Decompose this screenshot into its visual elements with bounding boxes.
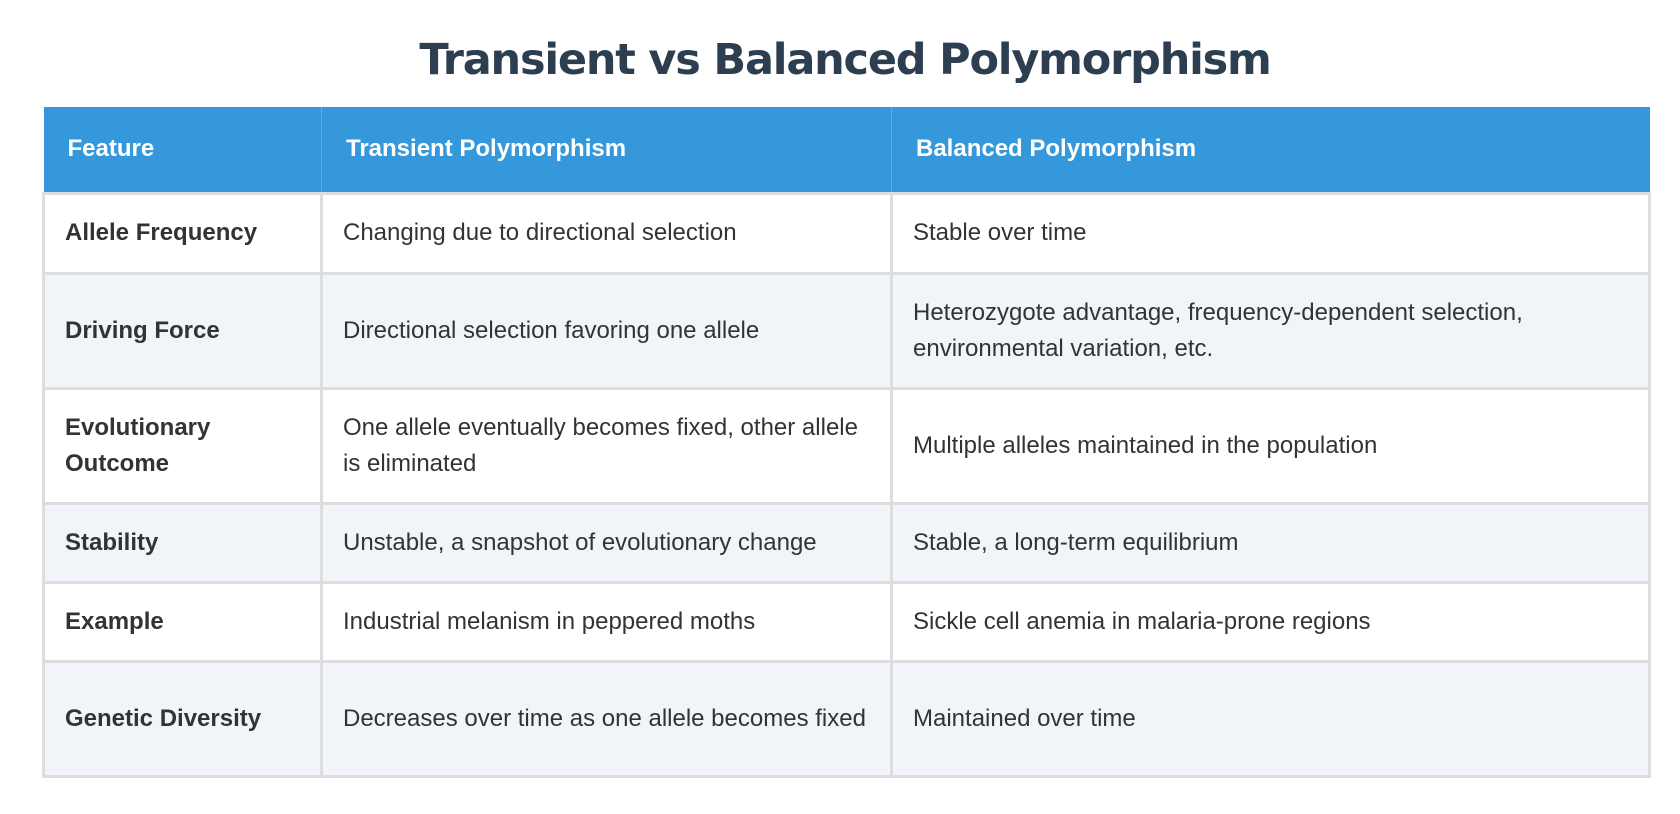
- balanced-cell: Multiple alleles maintained in the population: [892, 388, 1650, 503]
- header-row: [44, 107, 1650, 193]
- feature-cell: Evolutionary Outcome: [44, 388, 322, 503]
- table-row: [44, 273, 1650, 388]
- table-header: [44, 107, 1650, 193]
- balanced-cell: Sickle cell anemia in malaria-prone regions: [892, 582, 1650, 661]
- transient-cell: Directional selection favoring one allele: [322, 273, 892, 388]
- transient-cell: Industrial melanism in peppered moths: [322, 582, 892, 661]
- header-feature: Feature: [44, 107, 322, 193]
- table-row: [44, 388, 1650, 503]
- table-body: [44, 193, 1650, 776]
- balanced-cell: Maintained over time: [892, 661, 1650, 776]
- header-balanced: Balanced Polymorphism: [892, 107, 1650, 193]
- comparison-table: [42, 107, 1651, 778]
- table-row: [44, 193, 1650, 273]
- transient-cell: Changing due to directional selection: [322, 193, 892, 273]
- table-row: [44, 661, 1650, 776]
- table-row: [44, 582, 1650, 661]
- feature-cell: Example: [44, 582, 322, 661]
- transient-cell: One allele eventually becomes fixed, other allele is eliminated: [322, 388, 892, 503]
- feature-cell: Allele Frequency: [44, 193, 322, 273]
- balanced-cell: Heterozygote advantage, frequency-dependent selection, environmental variation, etc.: [892, 273, 1650, 388]
- balanced-cell: Stable over time: [892, 193, 1650, 273]
- feature-cell: Stability: [44, 503, 322, 582]
- feature-cell: Driving Force: [44, 273, 322, 388]
- transient-cell: Unstable, a snapshot of evolutionary change: [322, 503, 892, 582]
- header-transient: Transient Polymorphism: [322, 107, 892, 193]
- transient-cell: Decreases over time as one allele becomes fixed: [322, 661, 892, 776]
- balanced-cell: Stable, a long-term equilibrium: [892, 503, 1650, 582]
- table-row: [44, 503, 1650, 582]
- feature-cell: Genetic Diversity: [44, 661, 322, 776]
- page-title: Transient vs Balanced Polymorphism: [419, 35, 1271, 85]
